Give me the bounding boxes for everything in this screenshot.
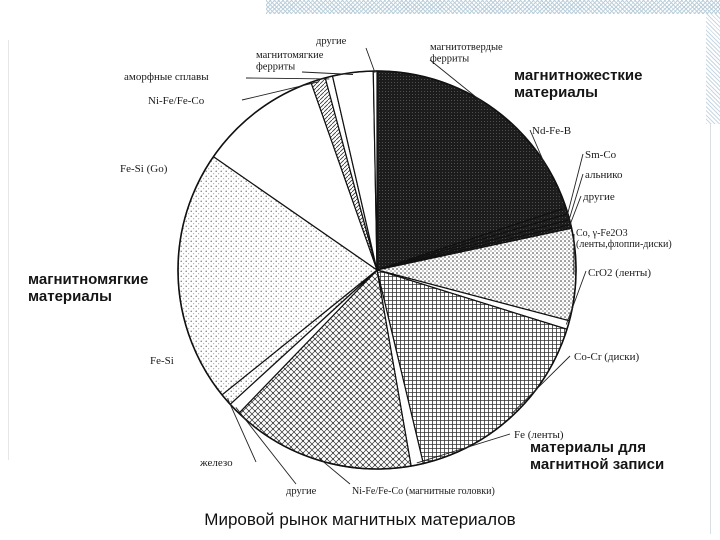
group-label-1: материалы для магнитной записи — [530, 439, 665, 473]
group-label-0: магнитножесткие материалы — [514, 67, 643, 101]
slice-label-11: железо — [200, 457, 233, 469]
slice-label-3: альнико — [585, 169, 623, 181]
slice-label-9: Ni-Fe/Fe-Co (магнитные головки) — [352, 486, 495, 497]
leader-line-2 — [567, 154, 583, 217]
slice-label-7: Co-Cr (диски) — [574, 351, 640, 363]
slice-label-13: Fe-Si (Go) — [120, 163, 168, 175]
slide-caption: Мировой рынок магнитных материалов — [204, 510, 516, 529]
slice-label-14: Ni-Fe/Fe-Co — [148, 95, 205, 107]
slice-label-15: аморфные сплавы — [124, 71, 209, 83]
leader-line-15 — [246, 78, 329, 79]
slice-label-16: магнитомягкие ферриты — [256, 50, 324, 73]
slice-label-2: Sm-Co — [585, 149, 617, 161]
leader-line-17 — [366, 48, 375, 73]
slice-label-8: Fe (ленты) — [514, 429, 564, 441]
slice-label-12: Fe-Si — [150, 355, 174, 367]
slice-label-0: магнитотвердые ферриты — [430, 42, 503, 65]
slice-label-4: другие — [583, 191, 615, 203]
slice-label-6: CrO2 (ленты) — [588, 267, 651, 279]
slice-label-5: Co, γ-Fe2O3 (ленты,флоппи-диски) — [576, 228, 672, 250]
slice-label-1: Nd-Fe-B — [532, 125, 572, 137]
slice-label-17: другие — [316, 36, 347, 47]
group-label-2: магнитномягкие материалы — [28, 271, 149, 305]
slice-label-10: другие — [286, 486, 317, 497]
